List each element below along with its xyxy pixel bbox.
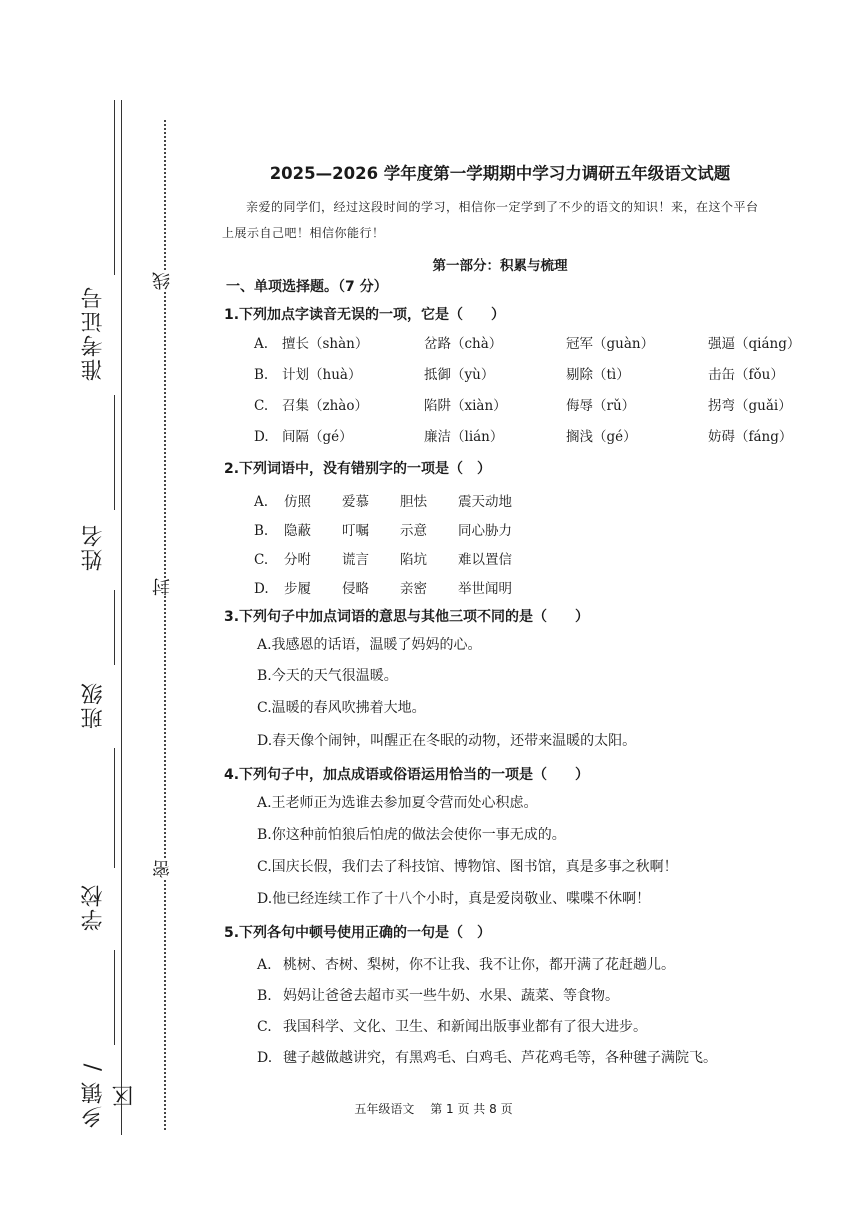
question-4-stem: 4.下列句子中，加点成语或俗语运用恰当的一项是（ ） xyxy=(224,767,590,783)
label-class: 班级 xyxy=(81,681,106,729)
question-2-option-c[interactable]: C. 分咐 谎言 陷坑 难以置信 xyxy=(254,552,512,568)
blank-school xyxy=(114,748,115,868)
question-3-option-c[interactable]: C.温暖的春风吹拂着大地。 xyxy=(257,700,426,716)
question-5-option-a[interactable]: A. 桃树、杏树、梨树，你不让我、我不让你，都开满了花赶趟儿。 xyxy=(257,957,675,973)
question-1-option-c[interactable]: C. 召集（zhào） 陷阱（xiàn） 侮辱（rǔ） 拐弯（guǎi） xyxy=(254,398,792,414)
question-2-stem: 2.下列词语中，没有错别字的一项是（ ） xyxy=(224,461,492,477)
seal-mark-secret: 密 xyxy=(150,860,178,878)
question-1-option-a[interactable]: A. 擅长（shàn） 岔路（chà） 冠军（guàn） 强逼（qiáng） xyxy=(254,336,801,352)
question-4-option-b[interactable]: B.你这种前怕狼后怕虎的做法会使你一事无成的。 xyxy=(257,827,566,843)
question-5-stem: 5.下列各句中顿号使用正确的一句是（ ） xyxy=(224,925,492,941)
question-3-option-b[interactable]: B.今天的天气很温暖。 xyxy=(257,668,398,684)
question-1-stem: 1.下列加点字读音无误的一项，它是（ ） xyxy=(224,307,506,323)
blank-district xyxy=(114,950,115,1045)
binding-solid-line xyxy=(121,100,122,1135)
blank-name xyxy=(114,395,115,510)
question-2-option-a[interactable]: A. 仿照 爱慕 胆怯 震天动地 xyxy=(254,494,512,510)
exam-intro: 亲爱的同学们，经过这段时间的学习，相信你一定学到了不少的语文的知识！来，在这个平台上展示自己吧！相信你能行！ xyxy=(222,200,759,240)
label-district: 乡镇 / 区 xyxy=(81,1061,137,1129)
question-2-option-b[interactable]: B. 隐蔽 叮嘱 示意 同心胁力 xyxy=(254,523,512,539)
question-2-option-d[interactable]: D. 步履 侵略 亲密 举世闻明 xyxy=(254,581,512,597)
part-title: 第一部分：积累与梳理 xyxy=(432,258,568,274)
question-3-stem: 3.下列句子中加点词语的意思与其他三项不同的是（ ） xyxy=(224,609,590,625)
section-title: 一、单项选择题。（7 分） xyxy=(226,279,388,295)
question-5-option-c[interactable]: C. 我国科学、文化、卫生、和新闻出版事业都有了很大进步。 xyxy=(257,1019,647,1035)
question-4-option-d[interactable]: D.他已经连续工作了十八个小时，真是爱岗敬业、喋喋不休啊！ xyxy=(257,891,651,907)
question-4-option-a[interactable]: A.王老师正为选谁去参加夏令营而处心积虑。 xyxy=(257,795,538,811)
question-3-option-d[interactable]: D.春天像个闹钟，叫醒正在冬眠的动物，还带来温暖的太阳。 xyxy=(257,733,637,749)
blank-class xyxy=(114,590,115,665)
question-1-option-d[interactable]: D. 间隔（gé） 廉洁（lián） 搁浅（gé） 妨碍（fáng） xyxy=(254,429,793,445)
blank-exam-number xyxy=(114,100,115,275)
seal-mark-seal: 封 xyxy=(150,578,178,596)
exam-title: 2025—2026 学年度第一学期期中学习力调研五年级语文试题 xyxy=(269,164,731,183)
question-4-option-c[interactable]: C.国庆长假，我们去了科技馆、博物馆、图书馆，真是多事之秋啊！ xyxy=(257,859,678,875)
question-1-option-b[interactable]: B. 计划（huà） 抵御（yù） 剔除（tì） 击缶（fǒu） xyxy=(254,367,784,383)
seal-mark-line: 线 xyxy=(150,272,178,290)
question-3-option-a[interactable]: A.我感恩的话语，温暖了妈妈的心。 xyxy=(257,637,482,653)
question-5-option-d[interactable]: D. 毽子越做越讲究，有黑鸡毛、白鸡毛、芦花鸡毛等，各种毽子满院飞。 xyxy=(257,1050,717,1066)
page-footer: 五年级语文 第 1 页 共 8 页 xyxy=(354,1102,513,1116)
label-name: 姓名 xyxy=(81,523,106,571)
label-exam-number: 准考证号 xyxy=(81,285,106,381)
question-5-option-b[interactable]: B. 妈妈让爸爸去超市买一些牛奶、水果、蔬菜、等食物。 xyxy=(257,988,619,1004)
label-school: 学校 xyxy=(81,883,106,931)
